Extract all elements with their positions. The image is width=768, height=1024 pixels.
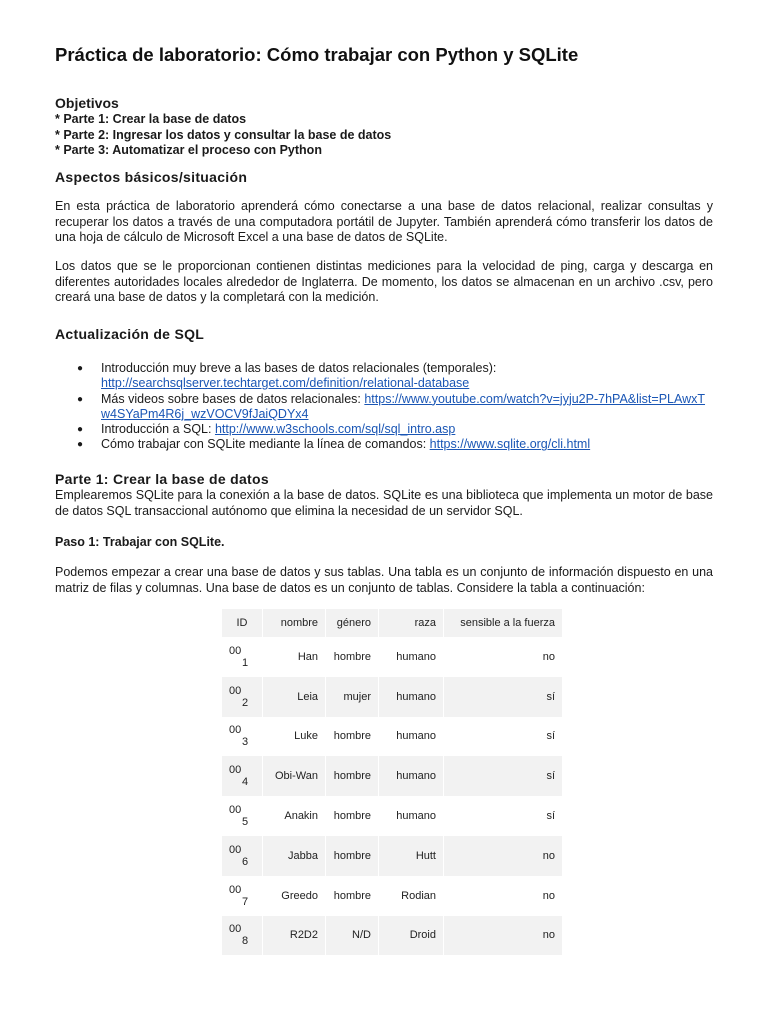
background-heading: Aspectos básicos/situación (55, 169, 248, 185)
cell-id (222, 876, 263, 916)
bullet-icon: ● (77, 439, 84, 451)
table-row (222, 836, 562, 876)
objectives-heading: Objetivos (55, 95, 119, 111)
cell-genero: hombre (326, 876, 379, 916)
list-item (55, 422, 713, 437)
cell-genero: hombre (326, 836, 379, 876)
w3schools-sql-link[interactable]: http://www.w3schools.com/sql/sql_intro.asp (214, 422, 456, 437)
cell-genero: N/D (326, 916, 379, 956)
cell-id-prefix: 00 (229, 684, 242, 697)
youtube-videos-link[interactable]: https://www.youtube.com/watch?v=jyju2P-7hPA&list=PLAwxTw4SYaPm4R6j_wzVOCV9fJaiQDYx4 (101, 391, 706, 421)
cell-id (222, 637, 263, 677)
list-item-text: Introducción muy breve a las bases de datos relacionales (temporales): (101, 361, 497, 375)
cell-id-prefix: 00 (229, 923, 242, 936)
cell-id (222, 836, 263, 876)
cell-sensible: no (444, 876, 563, 916)
column-header-raza: raza (379, 609, 444, 637)
part1-heading: Parte 1: Crear la base de datos (55, 471, 269, 487)
cell-nombre: Greedo (263, 876, 326, 916)
cell-id-prefix: 00 (229, 644, 242, 657)
cell-raza: humano (379, 637, 444, 677)
part1-intro: Emplearemos SQLite para la conexión a la base de datos. SQLite es una biblioteca que implementa un motor de base de datos SQL transaccional autónomo que elimina la necesidad de un servidor SQL. (55, 488, 713, 518)
cell-nombre: Luke (263, 717, 326, 757)
objectives-list (55, 112, 391, 159)
table-row (222, 916, 562, 956)
objective-item: * Parte 2: Ingresar los datos y consultar la base de datos (55, 127, 392, 142)
column-header-genero: género (326, 609, 379, 637)
column-header-id: ID (222, 609, 263, 637)
relational-database-link[interactable]: http://searchsqlserver.techtarget.com/definition/relational-database (101, 376, 470, 391)
cell-sensible: no (444, 637, 563, 677)
cell-id-prefix: 00 (229, 804, 242, 817)
cell-genero: hombre (326, 796, 379, 836)
list-item (55, 437, 713, 452)
cell-raza: humano (379, 717, 444, 757)
background-paragraph-2: Los datos que se le proporcionan contienen distintas mediciones para la velocidad de ping, carga y descarga en diferentes autoridades locales alrededor de Inglaterra. De momento, los datos se almacenan en un archivo .csv, pero creará una base de datos y la completará con la medición. (55, 259, 713, 304)
cell-raza: Rodian (379, 876, 444, 916)
cell-id-prefix: 00 (229, 724, 242, 737)
table-row (222, 756, 562, 796)
sql-refresher-list (55, 361, 713, 453)
characters-table (222, 609, 562, 955)
cell-id (222, 916, 263, 956)
column-header-nombre: nombre (263, 609, 326, 637)
cell-id-suffix: 6 (241, 855, 249, 868)
cell-id-prefix: 00 (229, 883, 242, 896)
cell-id-suffix: 5 (241, 816, 249, 829)
cell-sensible: no (444, 916, 563, 956)
cell-nombre: Anakin (263, 796, 326, 836)
table-row (222, 717, 562, 757)
objective-item: * Parte 3: Automatizar el proceso con Python (55, 143, 322, 157)
list-item (55, 361, 713, 392)
background-paragraph-1: En esta práctica de laboratorio aprenderá cómo conectarse a una base de datos relacional, realizar consultas y recuperar los datos a través de una computadora portátil de Jupyter. También aprenderá cómo transferir los datos de una hoja de cálculo de Microsoft Excel a una base de datos de SQLite. (55, 199, 713, 244)
cell-sensible: no (444, 836, 563, 876)
cell-id-suffix: 4 (241, 776, 249, 789)
cell-id-suffix: 1 (241, 656, 249, 669)
cell-raza: humano (379, 677, 444, 717)
objective-item: * Parte 1: Crear la base de datos (55, 112, 247, 126)
list-item-text: Cómo trabajar con SQLite mediante la línea de comandos: (101, 437, 430, 452)
cell-sensible: sí (444, 756, 563, 796)
cell-id-suffix: 2 (241, 696, 249, 709)
column-header-sensible: sensible a la fuerza (444, 609, 563, 637)
table-row (222, 637, 562, 677)
cell-id-suffix: 3 (241, 736, 249, 749)
table-row (222, 876, 562, 916)
cell-sensible: sí (444, 796, 563, 836)
cell-id-prefix: 00 (229, 764, 242, 777)
cell-id-suffix: 7 (241, 895, 249, 908)
cell-raza: Hutt (379, 836, 444, 876)
cell-sensible: sí (444, 677, 563, 717)
cell-id (222, 717, 263, 757)
table-header-row (222, 609, 562, 637)
bullet-icon: ● (77, 393, 84, 405)
cell-id-suffix: 8 (241, 935, 249, 948)
step1-paragraph: Podemos empezar a crear una base de datos y sus tablas. Una tabla es un conjunto de información dispuesto en una matriz de filas y columnas. Una base de datos es un conjunto de tablas. Considere la tabla a continuación: (55, 565, 713, 595)
table-row (222, 796, 562, 836)
bullet-icon: ● (77, 363, 84, 374)
step1-heading: Paso 1: Trabajar con SQLite. (55, 535, 225, 549)
cell-id (222, 756, 263, 796)
cell-raza: humano (379, 796, 444, 836)
cell-genero: hombre (326, 717, 379, 757)
list-item-text: Más videos sobre bases de datos relacionales: (101, 391, 365, 406)
cell-genero: hombre (326, 756, 379, 796)
list-item-text: Introducción a SQL: (101, 422, 215, 437)
page-title: Práctica de laboratorio: Cómo trabajar con Python y SQLite (55, 44, 579, 65)
table-row (222, 677, 562, 717)
cell-nombre: Han (263, 637, 326, 677)
cell-id (222, 677, 263, 717)
cell-genero: mujer (326, 677, 379, 717)
cell-nombre: Leia (263, 677, 326, 717)
cell-raza: humano (379, 756, 444, 796)
cell-sensible: sí (444, 717, 563, 757)
cell-id (222, 796, 263, 836)
list-item (55, 392, 713, 423)
cell-nombre: Obi-Wan (263, 756, 326, 796)
cell-nombre: R2D2 (263, 916, 326, 956)
bullet-icon: ● (77, 424, 84, 436)
cell-nombre: Jabba (263, 836, 326, 876)
sql-refresher-heading: Actualización de SQL (55, 326, 205, 342)
cell-raza: Droid (379, 916, 444, 956)
cell-id-prefix: 00 (229, 843, 242, 856)
cell-genero: hombre (326, 637, 379, 677)
sqlite-cli-link[interactable]: https://www.sqlite.org/cli.html (429, 437, 591, 452)
